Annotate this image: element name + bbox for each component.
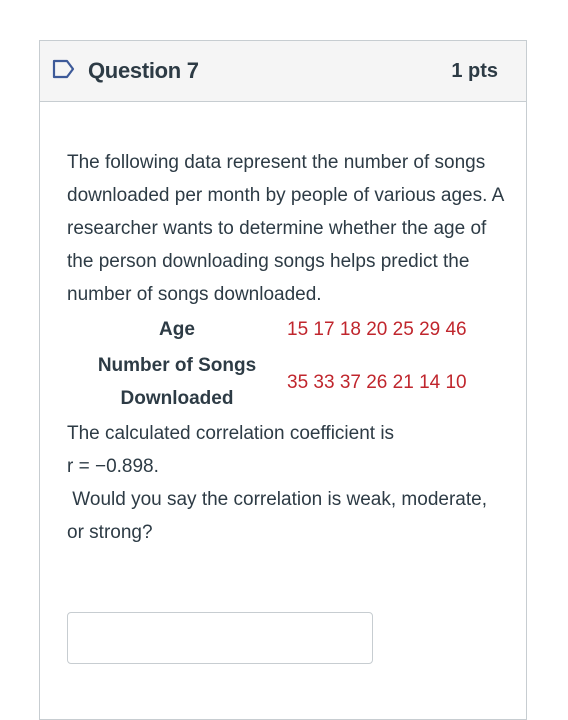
question-card [39, 40, 527, 720]
answer-input[interactable] [67, 612, 373, 664]
question-body [67, 146, 507, 549]
row-label-songs [67, 347, 287, 417]
question-title: Question 7 [88, 58, 199, 83]
row-label-age [67, 311, 287, 347]
follow-up-question: Would you say the correlation is weak, moderate, or strong? [67, 489, 493, 543]
question-header [40, 41, 526, 102]
row-values-age: 15 17 18 20 25 29 46 [287, 318, 467, 340]
correlation-line: The calculated correlation coefficient is [67, 423, 395, 444]
row-label-text: Age [159, 318, 195, 340]
row-values-songs: 35 33 37 26 21 14 10 [287, 371, 467, 393]
question-points: 1 pts [451, 60, 498, 82]
table-row [67, 311, 467, 347]
correlation-value: r = −0.898. [67, 456, 159, 477]
table-row [67, 347, 467, 417]
row-label-text: Downloaded [120, 388, 234, 409]
question-prompt: The following data represent the number of songs downloaded per month by people of various ages. A researcher wants to determine whether the age of the person downloading songs helps predict the number of songs downloaded. [67, 152, 504, 305]
row-label-text: Number of Songs [97, 355, 257, 376]
data-table [67, 311, 467, 417]
bookmark-flag-icon[interactable] [52, 59, 76, 79]
